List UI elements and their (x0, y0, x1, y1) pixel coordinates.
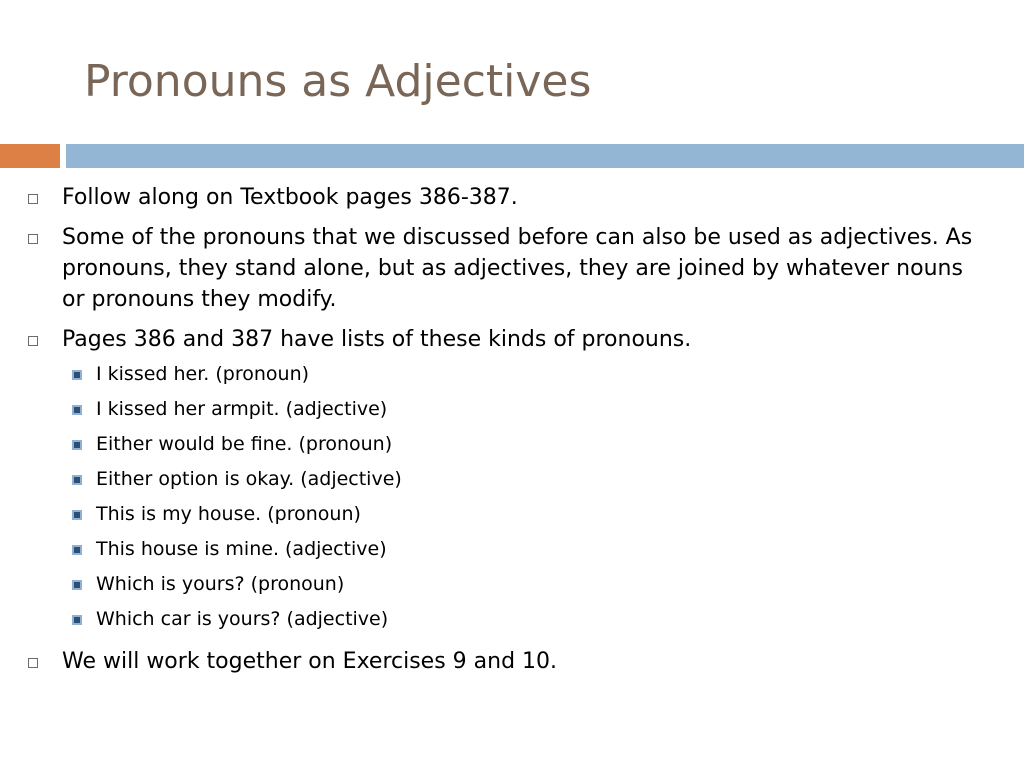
sub-bullet-item (62, 357, 986, 392)
sub-bullet-text: I kissed her. (pronoun) (96, 363, 310, 385)
bullet-text: We will work together on Exercises 9 and 10. (62, 649, 558, 674)
filled-square-bullet-icon (72, 440, 82, 450)
sub-bullet-text: This house is mine. (adjective) (96, 538, 387, 560)
filled-square-bullet-icon (72, 405, 82, 415)
square-bullet-icon (28, 336, 38, 346)
sub-bullet-text: Either option is okay. (adjective) (96, 468, 402, 490)
filled-square-bullet-icon (72, 370, 82, 380)
sub-bullet-text: This is my house. (pronoun) (96, 503, 361, 525)
bullet-text: Follow along on Textbook pages 386-387. (62, 185, 518, 210)
sub-bullet-item (62, 392, 986, 427)
sub-bullet-list (62, 357, 986, 637)
title-rule-bar (66, 144, 1024, 168)
square-bullet-icon (28, 234, 38, 244)
square-bullet-icon (28, 658, 38, 668)
bullet-item (26, 182, 986, 213)
filled-square-bullet-icon (72, 580, 82, 590)
sub-bullet-item (62, 427, 986, 462)
filled-square-bullet-icon (72, 475, 82, 485)
sub-bullet-text: I kissed her armpit. (adjective) (96, 398, 388, 420)
sub-bullet-item (62, 532, 986, 567)
sub-bullet-text: Which car is yours? (adjective) (96, 608, 389, 630)
sub-bullet-text: Which is yours? (pronoun) (96, 573, 345, 595)
bullet-item (26, 222, 986, 315)
bullet-list (26, 182, 986, 686)
accent-bar (0, 144, 60, 168)
sub-bullet-item (62, 497, 986, 532)
square-bullet-icon (28, 194, 38, 204)
bullet-item (26, 646, 986, 677)
sub-bullet-item (62, 567, 986, 602)
sub-bullet-item (62, 602, 986, 637)
bullet-text: Some of the pronouns that we discussed before can also be used as adjectives. As pronouns, they stand alone, but as adjectives, they are joined by whatever nouns or pronouns they modify. (62, 225, 973, 312)
sub-bullet-item (62, 462, 986, 497)
slide-title: Pronouns as Adjectives (84, 56, 592, 107)
sub-bullet-text: Either would be fine. (pronoun) (96, 433, 393, 455)
bullet-text: Pages 386 and 387 have lists of these kinds of pronouns. (62, 327, 692, 352)
filled-square-bullet-icon (72, 545, 82, 555)
filled-square-bullet-icon (72, 615, 82, 625)
bullet-item (26, 324, 986, 637)
filled-square-bullet-icon (72, 510, 82, 520)
